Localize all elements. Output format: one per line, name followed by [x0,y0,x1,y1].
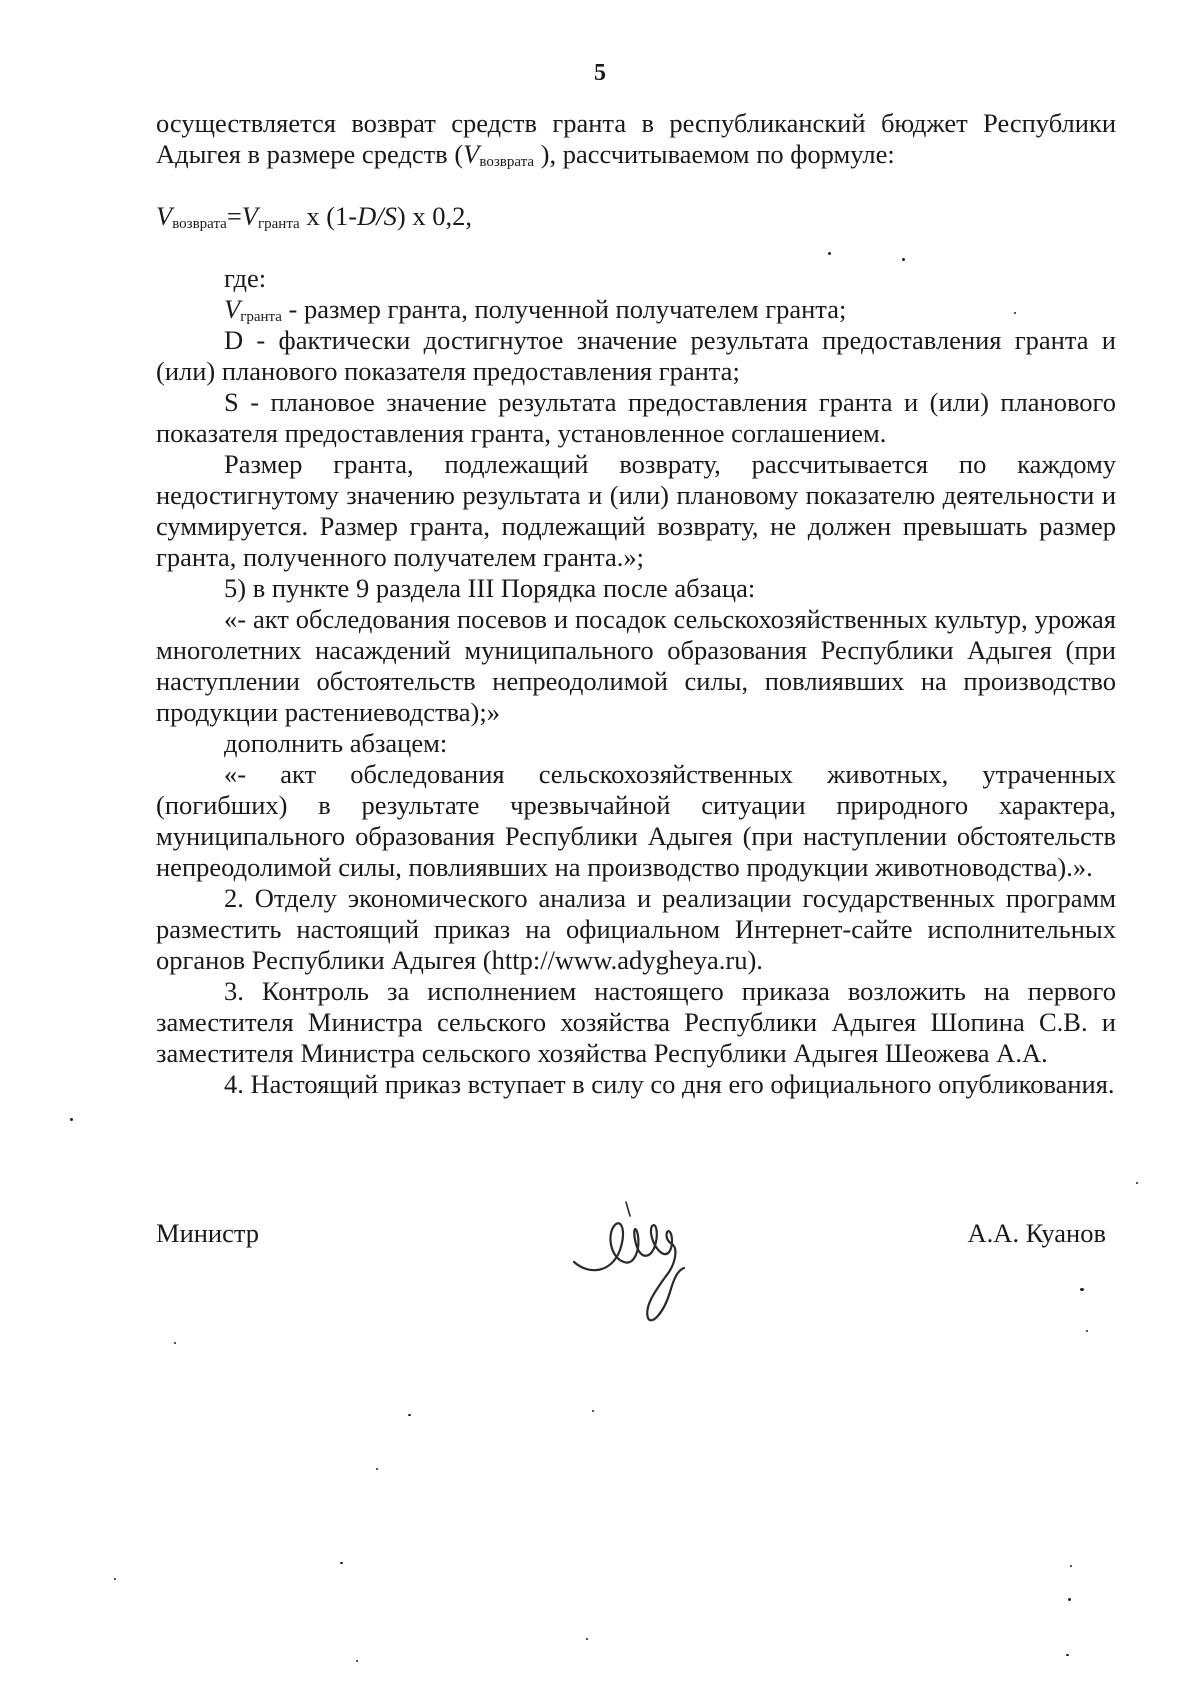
definition-s: S - плановое значение результата предоставления гранта и (или) планового показателя предоставления гранта, установленное соглашением. [156,387,1116,448]
paragraph-item-4: 4. Настоящий приказ вступает в силу со дня его официального опубликования. [224,1069,1115,1099]
paragraph-item-5: 5) в пункте 9 раздела III Порядка после абзаца: [224,573,756,603]
paragraph-quote-crops: «- акт обследования посевов и посадок сельскохозяйственных культур, урожая многолетних насаждений муниципального образования Республики Адыгея (при наступлении обстоятельств непреодолимой силы, повлиявших на производство продукции растениеводства);» [156,604,1116,727]
definition-d: D - фактически достигнутое значение результата предоставления гранта и (или) планового показателя предоставления гранта; [156,325,1116,386]
paragraph-quote-animals: «- акт обследования сельскохозяйственных животных, утраченных (погибших) в результате чрезвычайной ситуации природного характера, муниципального образования Республики Адыгея (при наступлении обстоятельств непреодолимой силы, повлиявших на производство продукции животноводства).». [156,759,1116,882]
paragraph-item-2: 2. Отделу экономического анализа и реализации государственных программ разместить настоящий приказ на официальном Интернет-сайте исполнительных органов Республики Адыгея (http://www.adygheya.ru). [156,883,1116,975]
document-body [156,108,1116,1100]
page-number: 5 [594,60,606,86]
paragraph-item-3: 3. Контроль за исполнением настоящего приказа возложить на первого заместителя Министра сельского хозяйства Республики Адыгея Шопина С.В. и заместителя Министра сельского хозяйства Республики Адыгея Шеожева А.А. [156,976,1116,1068]
signatory-name: А.А. Куанов [967,1218,1106,1248]
definition-v-grant: $V_{гранта}$ - размер гранта, полученной получателем гранта; [224,294,847,325]
where-label: где: [224,263,267,293]
refund-formula: $V_{возврата}=V_{гранта}$ х (1-D/S) х 0,2, [156,201,472,232]
signatory-title: Министр [156,1218,260,1248]
paragraph-add-abzac: дополнить абзацем: [224,728,448,758]
paragraph-refund-size: Размер гранта, подлежащий возврату, рассчитывается по каждому недостигнутому значению результата и (или) плановому показателю деятельности и суммируется. Размер гранта, подлежащий возврату, не должен превышать размер гранта, полученного получателем гранта.»; [156,449,1116,572]
handwritten-signature [560,1180,720,1330]
paragraph-refund-intro: осуществляется возврат средств гранта в республиканский бюджет Республики Адыгея в размере средств ($V_{возврата}$ ), рассчитываемом по формуле: [156,108,1116,170]
